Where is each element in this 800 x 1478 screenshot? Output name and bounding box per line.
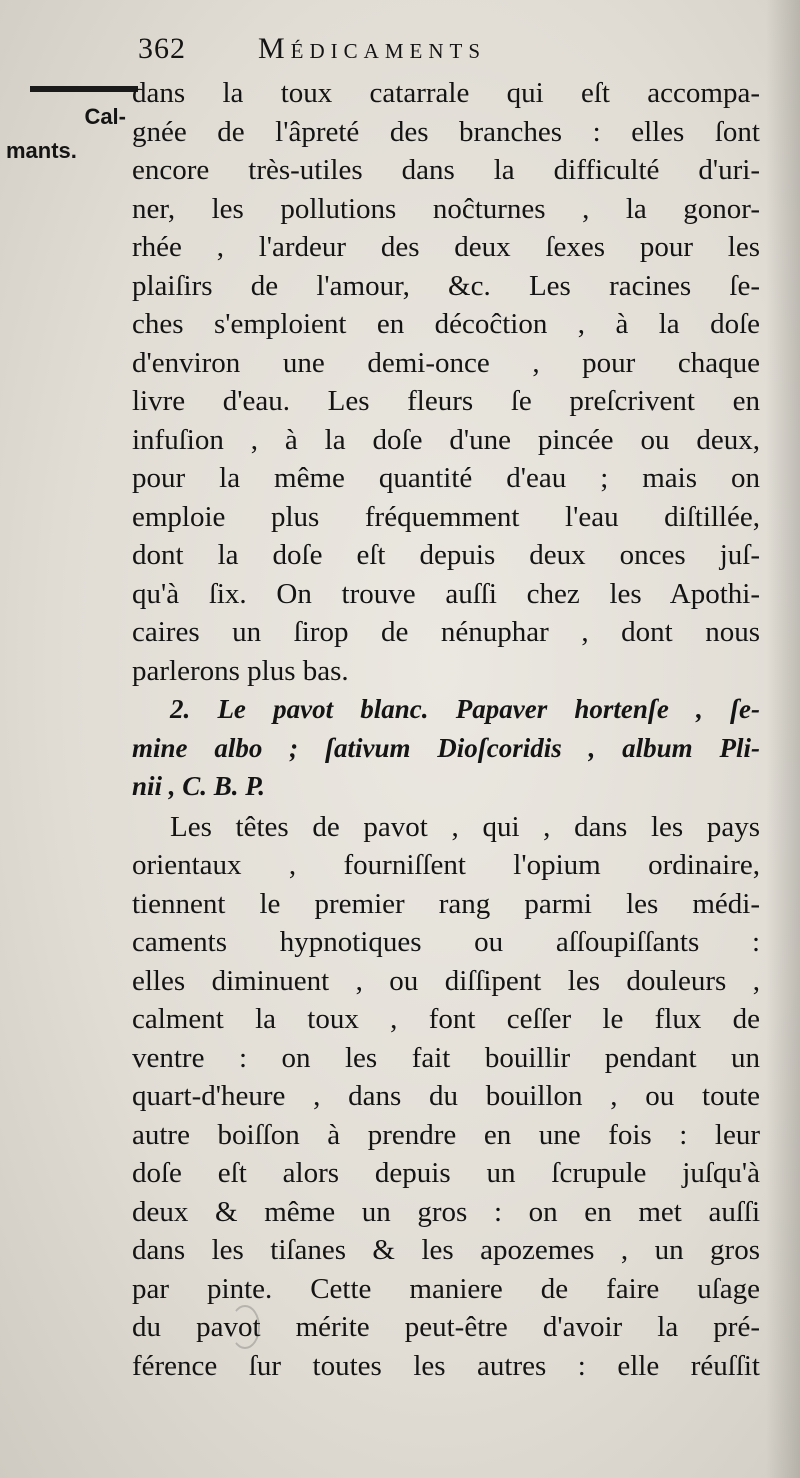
page-number: 362: [138, 32, 186, 65]
text-line: Les têtes de pavot , qui , dans les pays: [170, 810, 760, 843]
text-line: parlerons plus bas.: [132, 654, 349, 687]
margin-note: [6, 100, 126, 168]
text-line: orientaux , fourniſſent l'opium ordinaire,: [132, 849, 760, 881]
text-line: calment la toux , font ceſſer le flux de: [132, 1003, 760, 1035]
text-line: elles diminuent , ou diſſipent les douleurs ,: [132, 964, 760, 997]
text-line: ner, les pollutions noĉturnes , la gonor-: [132, 192, 760, 225]
text-line: doſe eſt alors depuis un ſcrupule juſqu'à: [132, 1157, 760, 1189]
text-line: encore très-utiles dans la difficulté d'uri-: [132, 154, 760, 186]
text-line: pour la même quantité d'eau ; mais on: [132, 462, 760, 494]
text-line: caires un ſirop de nénuphar , dont nous: [132, 616, 760, 648]
text-line: autre boiſſon à prendre en une fois : leur: [132, 1118, 760, 1151]
text-line: infuſion , à la doſe d'une pincée ou deux,: [132, 423, 760, 456]
text-line: dont la doſe eſt depuis deux onces juſ-: [132, 539, 760, 571]
paragraph-2: [132, 808, 760, 1386]
text-line: dans la toux catarrale qui eſt accompa-: [132, 77, 760, 109]
page-edge-shadow: [766, 0, 800, 1478]
entry-heading-line: mine albo ; ſativum Dioſcoridis , album Pli-: [132, 732, 760, 763]
entry-heading: [132, 690, 760, 806]
margin-note-line: mants.: [6, 138, 77, 163]
text-line: plaiſirs de l'amour, &c. Les racines ſe-: [132, 269, 760, 302]
entry-heading-line: nii , C. B. P.: [132, 771, 266, 801]
entry-heading-line: 2. Le pavot blanc. Papaver hortenſe , ſe-: [170, 694, 760, 724]
text-line: emploie plus fréquemment l'eau diſtillée,: [132, 500, 760, 533]
text-line: tiennent le premier rang parmi les médi-: [132, 887, 760, 920]
text-line: qu'à ſix. On trouve auſſi chez les Apothi-: [132, 577, 760, 610]
text-line: du pavot mérite peut-être d'avoir la pré-: [132, 1311, 760, 1343]
text-line: gnée de l'âpreté des branches : elles ſont: [132, 115, 760, 148]
body-text: [132, 74, 760, 1385]
paragraph-1: [132, 74, 760, 690]
text-line: ches s'emploient en décoĉtion , à la doſe: [132, 308, 760, 340]
margin-rule: [30, 86, 138, 92]
text-line: caments hypnotiques ou aſſoupiſſants :: [132, 926, 760, 958]
text-line: livre d'eau. Les fleurs ſe preſcrivent en: [132, 385, 760, 417]
text-line: par pinte. Cette maniere de faire uſage: [132, 1272, 760, 1305]
text-line: d'environ une demi-once , pour chaque: [132, 346, 760, 379]
text-line: rhée , l'ardeur des deux ſexes pour les: [132, 231, 760, 263]
text-line: quart-d'heure , dans du bouillon , ou toute: [132, 1080, 760, 1112]
ink-stain: [230, 1305, 260, 1349]
text-line: férence ſur toutes les autres : elle réuſſit: [132, 1349, 760, 1382]
text-line: ventre : on les fait bouillir pendant un: [132, 1041, 760, 1074]
text-line: deux & même un gros : on en met auſſi: [132, 1195, 760, 1228]
margin-note-line: Cal-: [84, 104, 126, 129]
page-header: [138, 32, 758, 72]
text-line: dans les tiſanes & les apozemes , un gros: [132, 1234, 760, 1266]
running-title: Médicaments: [258, 32, 487, 65]
